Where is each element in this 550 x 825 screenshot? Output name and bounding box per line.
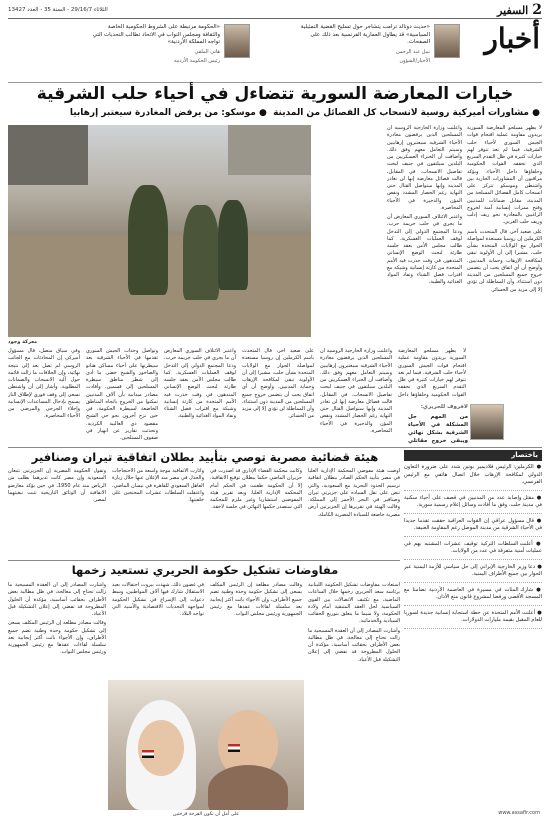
story-text: أوصت هيئة مفوضي المحكمة الإدارية العليا في مصر بتأييد الحكم الصادر ببطلان اتفاقية ترسيم الحدود البحرية مع السعودية، والتي تنص على نقل السيادة على جزيرتي تيران وصنافير في البحر الأحمر إلى المملكة. وقالت الهيئة في تقريرها إن الجزيرتين أرض مصرية خاضعة للسيادة المصرية الكاملة. [308,468,400,518]
teaser-text: «الحكومة مرتبطة على الشروط الحكومية الخاصة والثقافة ومجلس النواب في الاتحاد تطالب التحديات التي تواجه المملكة الأردنية» [92,24,220,46]
lead-photo-caption: معركة وجود [8,339,38,345]
brief-text: أعلنت الأمم المتحدة عن خطة استجابة إنسانية جديدة لسوريا للعام المقبل بقيمة مليارات الدولارات. [404,609,542,624]
story-text: وأشارت المصادر إلى أن العقدة المسيحية ما زالت تحتاج إلى معالجة، في ظل مطالبة بعض الأطراف بحقائب أساسية، مؤكدة أن الحلول المطروحة قد تفضي إلى إعلان التشكيلة قبل الأعياد. [308,627,400,663]
bullet-icon: ● [534,494,542,501]
ruin-shape [8,125,88,185]
story-text: وتقول الحكومة المصرية إن الجزيرتين تتبعان السعودية وإن مصر كانت تديرهما بطلب من الرياض منذ عام 1950، في حين يؤكد معارضو الاتفاقية أن الوثائق التاريخية تثبت تبعيتهما لمصر. [8,468,106,503]
list-item[interactable] [404,464,542,491]
bullet-icon: ● [534,517,542,524]
story-2-col-4 [8,468,106,558]
lead-text: على صعيد آخر، قال المتحدث باسم الكرملين إن روسيا مستعدة لمواصلة الحوار مع الولايات المتحدة بشأن حلب، مشيرا إلى أن الأولوية تبقى لمكافحة الإرهاب وحماية المدنيين. وأوضح أن أي اتفاق يجب أن يتضمن خروج جميع المسلحين من المدينة دون استثناء، وأن المماطلة لن تؤدي إلا إلى مزيد من الخسائر. [242,348,314,420]
briefs-header: باختصار [404,450,542,461]
teaser-role: الأخبار/الشؤون [399,58,430,65]
story-3-headline[interactable]: مفاوضات تشكيل حكومة الحريري تستعيد زخمها [71,563,339,577]
quote-label: لافروف للحريري: [420,404,468,410]
ruin-shape [228,125,311,175]
minister-photo [470,404,504,440]
brief-text: شارك المئات في مسيرة في العاصمة الأردنية تضامنا مع المسجد الأقصى ورفضا لمشروع قانون منع الأذان. [404,586,542,601]
list-item[interactable] [404,610,542,629]
flag-icon [142,750,154,758]
bullet-icon: ● [255,108,270,118]
story-text: استعادت مفاوضات تشكيل الحكومة اللبنانية برئاسة سعد الحريري زخمها خلال الساعات الماضية، مع تكثيف الاتصالات بين القوى السياسية لحل العقد المتبقية أمام ولادة الحكومة، ولا سيما ما يتعلق بتوزيع الحقائب السيادية والخدماتية. [308,582,400,625]
lead-subhead [10,108,540,118]
headline-divider [8,82,542,83]
lead-col-4 [8,348,80,444]
bullet-icon: ● [535,563,542,570]
lead-text: واعتبر الائتلاف السوري المعارض أن ما يجري في حلب جريمة حرب، ودعا المجتمع الدولي إلى التدخل لوقف العمليات العسكرية. كما طالب مجلس الأمن بعقد جلسة طارئة لبحث الوضع الإنساني المتدهور، في وقت حذرت فيه الأمم المتحدة من كارثة إنسانية وشيكة مع اقتراب فصل الشتاء ونفاد المواد الغذائية والطبية. [164,348,236,420]
masthead-logo-group [497,2,542,18]
story-3-photo-caption: على أمل أن تكون الفرحة فرحتين [172,812,240,817]
bullet-icon: ● [535,609,542,616]
soldier-figure [218,200,248,290]
story-2-headline[interactable]: هيئة قضائية مصرية توصي بتأييد بطلان اتفاقية تيران وصنافير [31,450,379,464]
lead-col-3 [310,125,382,137]
brief-text: الكرملين: الرئيس فلاديمير بوتين شدد على ضرورة التعاون الدولي لمكافحة الإرهاب خلال اتصال هاتفي مع الرئيس الفرنسي. [404,464,542,486]
lead-text: وتواصل وحدات الجيش السوري تقدمها في الأحياء الشرقية بعد سيطرتها على أحياء مساكن هنانو والصاخور والشيخ خضر، ما أدى إلى شطر مناطق سيطرة المسلحين إلى قسمين. وأفادت مصادر ميدانية بأن آلاف المدنيين تمكنوا من الخروج باتجاه المناطق الخاضعة لسيطرة الحكومة، في حين نزح آخرون نحو حي الشيخ مقصود ذي الغالبية الكردية. وتحدثت تقارير عن انهيار في صفوف المسلحين. [86,348,158,441]
story-2-col-3 [112,468,204,558]
brief-text: دعا وزير الخارجية الإيراني إلى حل سياسي للأزمة اليمنية عبر الحوار بين جميع الأطراف اليمنية. [404,563,542,578]
story-text: وكانت محكمة القضاء الإداري قد أصدرت في حزيران الماضي حكما ببطلان توقيع الاتفاقية، إلا أن الحكومة طعنت في الحكم أمام المحكمة الإدارية العليا. ويعد تقرير هيئة المفوضين استشاريا وغير ملزم للمحكمة التي ستصدر حكمها النهائي في جلسة لاحقة. [210,468,302,511]
lead-headline[interactable]: خيارات المعارضة السورية تتضاءل في أحياء حلب الشرقية [36,84,514,104]
lead-text: وأعلنت وزارة الخارجية الروسية أن المسلحين الذين يرفضون مغادرة الأحياء الشرقية سيعتبرون إرهابيين وسيتم التعامل معهم وفق ذلك. وأضافت أن الخبراء العسكريين من البلدين سيلتقون في جنيف لبحث تفاصيل الانسحاب. في المقابل، قالت فصائل معارضة إنها لن تغادر المدينة وإنها ستواصل القتال حتى النهاية رغم الحصار المشدد ونقص المؤن والذخيرة في الأحياء المحاصرة. [387,125,462,211]
lead-subhead-1: مشاورات أميركية روسية لانسحاب كل الفصائل من المدينة [273,108,529,118]
list-item[interactable] [404,541,542,560]
bullet-icon: ● [529,108,540,118]
story-text: وأثارت الاتفاقية موجة واسعة من الاحتجاجات والجدل في مصر منذ الإعلان عنها خلال زيارة العاهل السعودي للقاهرة في نيسان الماضي، واعتقلت السلطات عشرات المحتجين على خلفيتها. [112,468,204,503]
lead-text: لا يظهر مسلحو المعارضة السورية يريدون مقاومة عملية اقتحام قوات الجيش السوري لأحياء حلب الشرقية، فيما لم تعد تتوفر لهم خيارات كثيرة في ظل التقدم السريع الذي تحققه القوات الحكومية وحلفاؤها داخل الأحياء. ويؤكد مراقبون أن المشاورات الجارية بين واشنطن وموسكو تتركز على انسحاب كامل الفصائل المسلحة من المدينة، مقابل ضمانات للمدنيين وفتح ممرات إنسانية آمنة لخروج الراغبين بالمغادرة نحو ريف إدلب وريف حلب الغربي. [467,125,542,226]
lead-text: واعتبر الائتلاف السوري المعارض أن ما يجري في حلب جريمة حرب، ودعا المجتمع الدولي إلى التدخل لوقف العمليات العسكرية. كما طالب مجلس الأمن بعقد جلسة طارئة لبحث الوضع الإنساني المتدهور، في وقت حذرت فيه الأمم المتحدة من كارثة إنسانية وشيكة مع اقتراب فصل الشتاء ونفاد المواد الغذائية والطبية. [387,214,462,286]
teaser-name: نبيل عبد الرحمن [396,49,430,56]
quote-text: من المهم حل المشكلة في الأحياء الشرقية بشكل نهائي ويبقى خروج مقاتلي [408,413,468,444]
lead-text: لا يظهر مسلحو المعارضة السورية يريدون مقاومة عملية اقتحام قوات الجيش السوري لأحياء حلب الشرقية، فيما لم تعد تتوفر لهم خيارات كثيرة في ظل التقدم السريع الذي تحققه القوات الحكومية وحلفاؤها داخل [398,348,466,398]
lead-col-8 [320,348,392,444]
story-text: في غضون ذلك، شهدت بيروت احتفالات بعيد الاستقلال شارك فيها آلاف المواطنين، وسط دعوات إلى الإسراع في تشكيل الحكومة لمواجهة التحديات الاقتصادية والأمنية التي تواجه البلاد. [112,582,204,617]
story-3-photo [108,680,304,810]
top-divider [8,18,542,19]
lead-subhead-2: موسكو: من يرفض المغادرة سيعتبر إرهابيا [69,108,256,118]
story-3-col-4 [8,582,106,812]
section-title: أخبار [484,22,540,55]
footer-url[interactable]: www.assafir.com [498,810,540,816]
story-2-col-2 [210,468,302,558]
story-text: وقالت مصادر مطلعة إن الرئيس المكلف يسعى إلى تشكيل حكومة وحدة وطنية تضم جميع الأطراف، وإن الأجواء باتت أكثر إيجابية بعد سلسلة لقاءات عقدها مع رئيس الجمهورية ورئيس مجلس النواب. [210,582,302,617]
story-text: وأشارت المصادر إلى أن العقدة المسيحية ما زالت تحتاج إلى معالجة، في ظل مطالبة بعض الأطراف بحقائب أساسية، مؤكدة أن الحلول المطروحة قد تفضي إلى إعلان التشكيلة قبل الأعياد. [8,582,106,617]
bullet-icon: ● [532,540,542,547]
lead-text: على صعيد آخر، قال المتحدث باسم الكرملين إن روسيا مستعدة لمواصلة الحوار مع الولايات المتحدة بشأن حلب، مشيرا إلى أن الأولوية تبقى لمكافحة الإرهاب وحماية المدنيين. وأوضح أن أي اتفاق يجب أن يتضمن خروج جميع المسلحين من المدينة دون استثناء، وأن المماطلة لن تؤدي إلا إلى مزيد من الخسائر. [467,228,542,293]
flag-icon [228,744,240,752]
lead-photo [8,125,311,337]
newspaper-logo: السفير [497,3,529,17]
brief-text: مقتل وإصابة عدد من المدنيين في قصف على أحياء سكنية في مدينة حلب، وفق ما أفادت وسائل إعلام رسمية سورية. [404,494,542,509]
teaser-2[interactable] [90,24,250,80]
story-3-col-1 [308,582,400,812]
list-item[interactable] [404,587,542,606]
section-divider [8,560,400,561]
soldier-figure [128,185,168,295]
issue-date: الثلاثاء 29/16/7 - السنة 35 - العدد 13427 [8,7,108,13]
section-divider [8,447,542,448]
soldier-figure [183,205,219,300]
avatar [224,24,250,58]
teaser-1[interactable] [300,24,460,80]
story-3-col-3 [112,582,204,677]
story-3-col-2 [210,582,302,677]
quote-box [408,404,468,444]
story-text: وقالت مصادر مطلعة إن الرئيس المكلف يسعى إلى تشكيل حكومة وحدة وطنية تضم جميع الأطراف، وإن الأجواء باتت أكثر إيجابية بعد سلسلة لقاءات عقدها مع رئيس الجمهورية ورئيس مجلس النواب. [8,620,106,656]
bullet-icon: ● [532,586,542,593]
list-item[interactable] [404,518,542,537]
masthead-strip [8,4,542,16]
avatar [434,24,460,58]
list-item[interactable] [404,564,542,583]
lead-col-7 [242,348,314,444]
teaser-name: هاني الملقي [194,49,220,56]
teaser-role: رئيس الحكومة الأردنية [173,58,220,65]
page-number: 2 [532,2,542,18]
brief-text: قال مسؤول عراقي إن القوات العراقية حققت تقدما جديدا في الأحياء الشرقية من مدينة الموصل رغم المقاومة العنيفة. [404,517,542,532]
lead-col-9 [398,348,466,398]
hair-shape [208,765,288,810]
lead-text: وفي سياق متصل، قال مسؤول أميركي إن المحادثات مع الجانب الروسي لم تصل بعد إلى نتيجة نهائية، وإن الخلافات ما زالت قائمة حول آلية الانسحاب والضمانات المطلوبة. وأشار إلى أن واشنطن تسعى إلى وقف فوري لإطلاق النار يسمح بإدخال المساعدات الإنسانية وإجلاء الجرحى والمرضى من الأحياء المحاصرة. [8,348,80,420]
lead-col-5 [86,348,158,444]
list-item[interactable] [404,495,542,514]
lead-col-6 [164,348,236,444]
story-2-col-1 [308,468,400,558]
brief-text: أعلنت السلطات التركية توقيف عشرات المشتبه بهم في عمليات أمنية متفرقة في عدد من الولايات. [404,540,542,555]
lead-col-1 [467,125,542,395]
briefs-list [404,464,542,804]
face-shape [138,720,184,776]
teaser-text: «حديث دونالد ترامب يتشاجر حول تسليح القضية التمثيلية السياسية» قد يطاول العمارية الفرنسية بعد ذلك على الصفحات. [300,24,430,46]
lead-text: وأعلنت وزارة الخارجية الروسية أن المسلحين الذين يرفضون مغادرة الأحياء الشرقية سيعتبرون إرهابيين وسيتم التعامل معهم وفق ذلك. وأضافت أن الخبراء العسكريين من البلدين سيلتقون في جنيف لبحث تفاصيل الانسحاب. في المقابل، قالت فصائل معارضة إنها لن تغادر المدينة وإنها ستواصل القتال حتى النهاية رغم الحصار المشدد ونقص المؤن والذخيرة في الأحياء المحاصرة. [320,348,392,434]
bullet-icon: ● [533,464,542,470]
